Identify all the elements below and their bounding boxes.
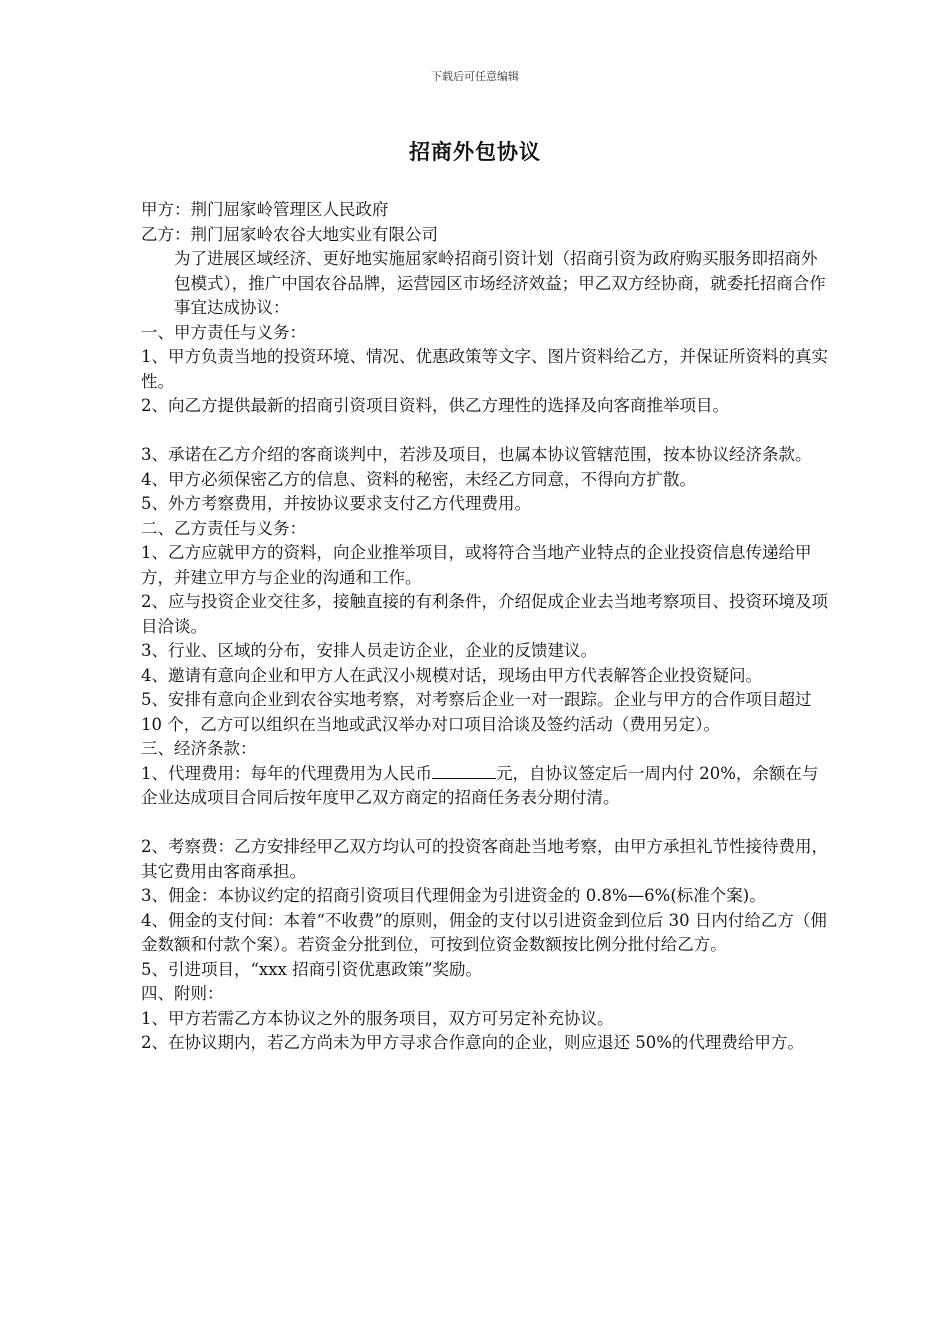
section-heading: 二、乙方责任与义务： xyxy=(141,518,306,538)
clause: 2、在协议期内，若乙方尚未为甲方寻求合作意向的企业，则应退还 50%的代理费给甲方。 xyxy=(141,1033,804,1052)
clause: 2、向乙方提供最新的招商引资项目资料，供乙方理性的选择及向客商推举项目。 xyxy=(141,396,729,415)
fee-amount-blank xyxy=(432,764,496,779)
fee-text-after: 元，自协议签定后一周内付 20%，余额在与企业达成项目合同后按年度甲乙双方商定的招商任务表分期付清。 xyxy=(141,763,819,807)
clause: 1、甲方负责当地的投资环境、情况、优惠政策等文字、图片资料给乙方，并保证所资料的真实性。 xyxy=(141,347,828,391)
section-heading: 三、经济条款： xyxy=(141,739,257,758)
clause: 3、承诺在乙方介绍的客商谈判中，若涉及项目，也属本协议管辖范围，按本协议经济条款。 xyxy=(141,445,812,464)
document-title: 招商外包协议 xyxy=(409,139,541,164)
clause: 5、外方考察费用，并按协议要求支付乙方代理费用。 xyxy=(141,494,531,513)
section-heading: 一、甲方责任与义务： xyxy=(141,322,306,342)
clause-fee xyxy=(141,762,831,811)
clause: 1、甲方若需乙方本协议之外的服务项目，双方可另定补充协议。 xyxy=(141,1008,614,1028)
clause: 2、考察费：乙方安排经甲乙双方均认可的投资客商赴当地考察，由甲方承担礼节性接待费用，其它费用由客商承担。 xyxy=(141,837,828,881)
clause: 2、应与投资企业交往多，接触直接的有利条件，介绍促成企业去当地考察项目、投资环境及项目洽谈。 xyxy=(141,592,828,636)
clause: 1、乙方应就甲方的资料，向企业推举项目，或将符合当地产业特点的企业投资信息传递给甲方，并建立甲方与企业的沟通和工作。 xyxy=(141,543,812,587)
clause: 4、佣金的支付间：本着“不收费”的原则，佣金的支付以引进资金到位后 30 日内付给乙方（佣金数额和付款个案）。若资金分批到位，可按到位资金数额按比例分批付给乙方。 xyxy=(141,910,827,954)
fee-text-before: 1、代理费用：每年的代理费用为人民币 xyxy=(141,763,432,783)
spacer xyxy=(141,811,831,836)
document-body xyxy=(141,198,831,1056)
header-note: 下载后可任意编辑 xyxy=(431,70,519,83)
party-a: 甲方：荆门屈家岭管理区人民政府 xyxy=(141,200,389,219)
spacer xyxy=(141,419,831,444)
clause: 4、邀请有意向企业和甲方人在武汉小规模对话，现场由甲方代表解答企业投资疑问。 xyxy=(141,665,762,685)
clause: 3、行业、区域的分布，安排人员走访企业，企业的反馈建议。 xyxy=(141,641,597,660)
party-b: 乙方：荆门屈家岭农谷大地实业有限公司 xyxy=(141,224,438,244)
clause: 5、引进项目，“xxx 招商引资优惠政策”奖励。 xyxy=(141,959,483,979)
clause: 3、佣金：本协议约定的招商引资项目代理佣金为引进资金的 0.8%—6%(标准个案)。 xyxy=(141,886,766,905)
section-heading: 四、附则： xyxy=(141,984,224,1003)
preamble: 为了进展区域经济、更好地实施屈家岭招商引资计划（招商引资为政府购买服务即招商外包模式），推广中国农谷品牌，运营园区市场经济效益；甲乙双方经协商，就委托招商合作事宜达成协议： xyxy=(174,249,826,317)
clause: 4、甲方必须保密乙方的信息、资料的秘密，未经乙方同意，不得向方扩散。 xyxy=(141,469,696,489)
clause: 5、安排有意向企业到农谷实地考察，对考察后企业一对一跟踪。企业与甲方的合作项目超过 10 个，乙方可以组织在当地或武汉举办对口项目洽谈及签约活动（费用另定）。 xyxy=(141,690,812,734)
